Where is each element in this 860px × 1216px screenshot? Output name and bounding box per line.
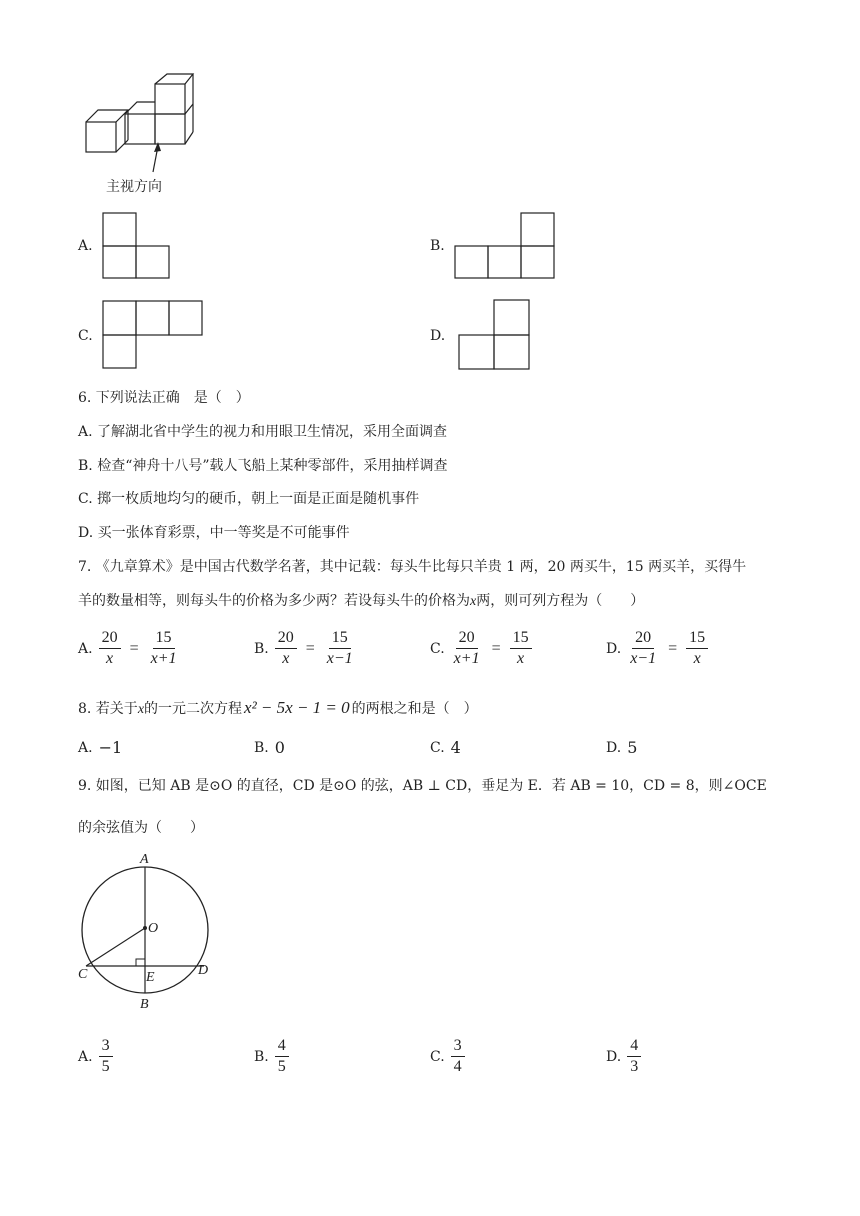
q7-option-label: A. — [78, 640, 93, 657]
q8-option-value: 5 — [627, 738, 638, 757]
fraction — [99, 628, 121, 669]
q8-option-value: −1 — [98, 738, 123, 757]
q9-line2: 的余弦值为（ ） — [78, 820, 204, 836]
numerator: 3 — [99, 1036, 113, 1057]
equals-sign: = — [668, 639, 678, 657]
q8-stem-mid: 的一元二次方程 — [144, 701, 243, 717]
q8-option-label: A. — [78, 739, 93, 756]
numerator: 4 — [275, 1036, 289, 1057]
q7-line1: 7. 《九章算术》是中国古代数学名著，其中记载：每头牛比每只羊贵 1 两，20 两买牛，15 两买羊，买得牛 — [78, 559, 747, 575]
q7-line2-pre: 羊的数量相等，则每头牛的价格为多少两？若设每头牛的价格为 — [78, 593, 470, 609]
denominator: x−1 — [630, 650, 657, 667]
point-a-label: A — [140, 852, 149, 867]
fraction — [451, 628, 483, 669]
q6-option-c: C. 掷一枚质地均匀的硬币，朝上一面是正面是随机事件 — [78, 491, 420, 507]
fraction — [275, 1036, 289, 1077]
q8-equation: x² − 5x − 1 = 0 — [244, 698, 350, 717]
fraction — [686, 628, 708, 669]
q5-option-b-label: B. — [430, 238, 445, 254]
point-e-label: E — [146, 970, 155, 985]
q5-option-c-label: C. — [78, 328, 93, 344]
fraction — [627, 628, 659, 669]
numerator: 15 — [153, 628, 175, 649]
point-c-label: C — [78, 967, 88, 982]
q8-stem-post: 的两根之和是（ ） — [351, 701, 478, 717]
q5-option-c-figure — [102, 300, 204, 370]
q8-option-d — [606, 738, 637, 757]
q9-option-a — [78, 1036, 113, 1077]
q9-option-label: B. — [254, 1048, 269, 1065]
q8-option-a — [78, 738, 122, 757]
denominator: x+1 — [150, 650, 177, 667]
equals-sign: = — [305, 639, 315, 657]
numerator: 20 — [456, 628, 478, 649]
q6-option-d: D. 买一张体育彩票，中一等奖是不可能事件 — [78, 525, 350, 541]
point-d-label: D — [198, 963, 209, 978]
numerator: 20 — [632, 628, 654, 649]
q8-option-label: B. — [254, 739, 269, 756]
fraction — [99, 1036, 113, 1077]
q5-solid-figure — [80, 70, 200, 160]
q6-stem: 6. 下列说法正确 是（ ） — [78, 390, 250, 406]
q8-stem-pre: 8. 若关于 — [78, 701, 138, 717]
denominator: x — [517, 650, 525, 667]
numerator: 15 — [329, 628, 351, 649]
equals-sign: = — [129, 639, 139, 657]
q8-option-label: D. — [606, 739, 622, 756]
q8-option-label: C. — [430, 739, 445, 756]
q9-circle-figure — [74, 848, 224, 1018]
denominator: x−1 — [326, 650, 353, 667]
denominator: x+1 — [453, 650, 480, 667]
denominator: 4 — [453, 1058, 462, 1075]
q8-stem — [78, 698, 478, 720]
denominator: 3 — [630, 1058, 639, 1075]
q7-option-label: C. — [430, 640, 445, 657]
numerator: 15 — [510, 628, 532, 649]
numerator: 3 — [451, 1036, 465, 1057]
q7-option-label: B. — [254, 640, 269, 657]
q5-option-a-label: A. — [78, 238, 93, 254]
q5-option-d-figure — [457, 299, 533, 371]
q9-line1: 9. 如图，已知 AB 是⊙O 的直径，CD 是⊙O 的弦，AB ⊥ CD，垂足为 E．若 AB = 10，CD = 8，则∠OCE — [78, 778, 767, 794]
q5-option-a-figure — [102, 212, 172, 280]
fraction — [510, 628, 532, 669]
q9-option-label: C. — [430, 1048, 445, 1065]
q8-variable: x — [137, 702, 145, 717]
denominator: x — [106, 650, 114, 667]
fraction — [148, 628, 180, 669]
q8-option-c — [430, 738, 461, 757]
q8-option-value: 0 — [274, 738, 285, 757]
q7-variable: x — [470, 594, 477, 609]
q9-option-b — [254, 1036, 289, 1077]
fraction — [451, 1036, 465, 1077]
numerator: 20 — [275, 628, 297, 649]
q7-option-label: D. — [606, 640, 622, 657]
numerator: 15 — [686, 628, 708, 649]
view-direction-label: 主视方向 — [106, 179, 162, 195]
fraction — [324, 628, 356, 669]
q9-option-c — [430, 1036, 465, 1077]
q9-option-d — [606, 1036, 641, 1077]
q9-option-label: D. — [606, 1048, 622, 1065]
denominator: 5 — [277, 1058, 286, 1075]
fraction — [627, 1036, 641, 1077]
denominator: x — [282, 650, 290, 667]
point-b-label: B — [140, 997, 149, 1012]
q7-line2-post: 两，则可列方程为（ ） — [476, 593, 645, 609]
fraction — [275, 628, 297, 669]
q7-option-c — [430, 628, 532, 669]
q6-option-a: A. 了解湖北省中学生的视力和用眼卫生情况，采用全面调查 — [78, 424, 448, 440]
view-direction-arrow — [145, 140, 165, 175]
equals-sign: = — [491, 639, 501, 657]
q7-option-a — [78, 628, 180, 669]
point-o-label: O — [148, 921, 159, 936]
denominator: x — [693, 650, 701, 667]
q5-option-d-label: D. — [430, 328, 446, 344]
q7-option-d — [606, 628, 708, 669]
q8-option-b — [254, 738, 285, 757]
q6-option-b: B. 检查“神舟十八号”载人飞船上某种零部件，采用抽样调查 — [78, 458, 448, 474]
q7-line2 — [78, 591, 644, 612]
q8-option-value: 4 — [450, 738, 461, 757]
q5-option-b-figure — [454, 212, 556, 280]
numerator: 4 — [627, 1036, 641, 1057]
denominator: 5 — [101, 1058, 110, 1075]
q9-option-label: A. — [78, 1048, 93, 1065]
q7-option-b — [254, 628, 356, 669]
numerator: 20 — [99, 628, 121, 649]
